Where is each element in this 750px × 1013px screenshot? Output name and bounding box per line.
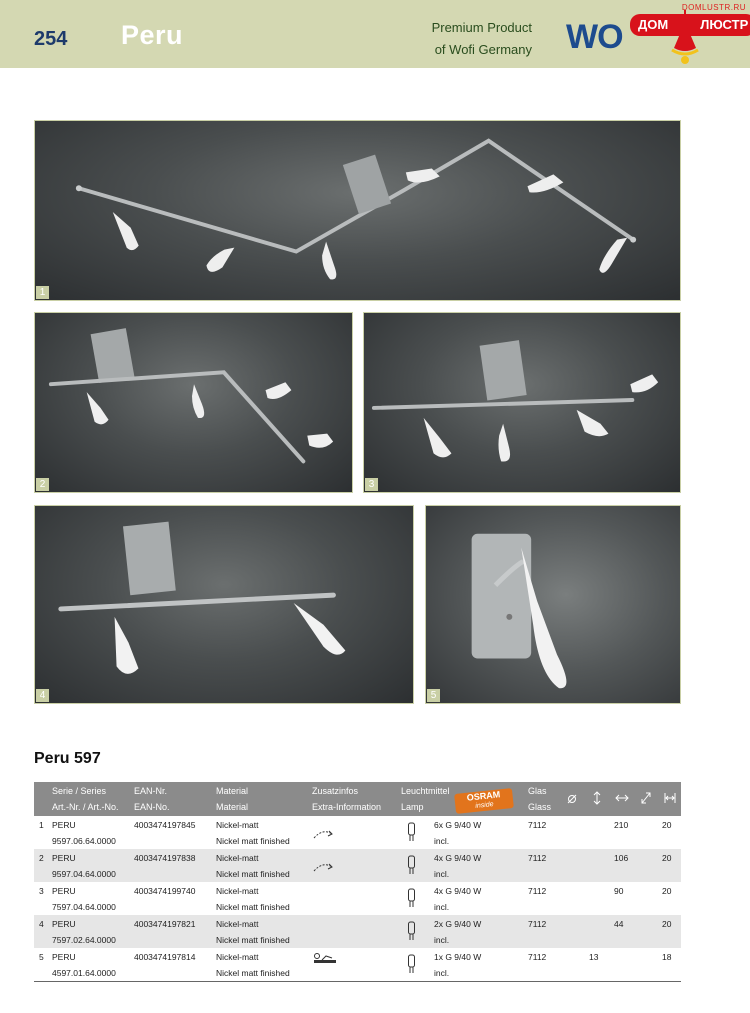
row-series: PERU	[52, 919, 76, 929]
header-glass-en: Glass	[528, 802, 552, 812]
row-series: PERU	[52, 952, 76, 962]
row-material-en: Nickel matt finished	[216, 836, 290, 846]
row-art-no: 4597.01.64.0000	[52, 968, 116, 978]
row-ean: 4003474197814	[134, 952, 196, 962]
header-ean: EAN-Nr.	[134, 786, 168, 796]
row-ean: 4003474197821	[134, 919, 196, 929]
series-title: Peru	[121, 20, 184, 50]
row-glass: 7112	[528, 919, 547, 929]
row-glass: 7112	[528, 886, 547, 896]
row-lamp-incl: incl.	[434, 869, 450, 879]
row-material-en: Nickel matt finished	[216, 902, 290, 912]
row-art-no: 9597.06.64.0000	[52, 836, 116, 846]
table-bottom-rule	[34, 981, 681, 982]
spec-table	[34, 782, 681, 982]
table-row	[34, 816, 681, 849]
table-row	[34, 849, 681, 882]
row-lamp-incl: incl.	[434, 836, 450, 846]
row-number: 5	[39, 952, 44, 962]
g9-lamp-icon	[407, 954, 416, 974]
watermark-site: DOMLUSTR.RU	[681, 3, 746, 12]
row-lamp-incl: incl.	[434, 968, 450, 978]
osram-badge	[454, 788, 514, 814]
logo-area	[564, 3, 750, 68]
width-icon	[615, 791, 629, 805]
header-material: Material	[216, 786, 249, 796]
chandelier-icon	[670, 10, 700, 66]
premium-line-2: of Wofi Germany	[434, 42, 532, 57]
header-series: Serie / Series	[52, 786, 107, 796]
row-lamp: 4x G 9/40 W	[434, 886, 482, 896]
height-icon	[591, 791, 603, 805]
four-light-bar-fixture-illustration	[364, 313, 680, 492]
photo-number-1: 1	[36, 286, 49, 299]
photo-panel-5	[425, 505, 681, 704]
row-lamp: 2x G 9/40 W	[434, 919, 482, 929]
photo-number-5: 5	[427, 689, 440, 702]
reach-icon	[640, 791, 652, 805]
table-header	[34, 782, 681, 816]
four-light-fixture-illustration	[35, 313, 352, 492]
table-row	[34, 915, 681, 948]
row-lamp-incl: incl.	[434, 935, 450, 945]
watermark-logo	[624, 3, 750, 70]
watermark-word-2: ЛЮСТР	[700, 17, 749, 32]
row-art-no: 7597.02.64.0000	[52, 935, 116, 945]
row-material-en: Nickel matt finished	[216, 935, 290, 945]
photo-panel-4	[34, 505, 414, 704]
six-light-fixture-illustration	[35, 121, 680, 300]
page-number: 254	[34, 28, 68, 50]
premium-line-1: Premium Product	[431, 20, 532, 35]
row-art-no: 9597.04.64.0000	[52, 869, 116, 879]
row-width: 210	[614, 820, 629, 830]
depth-icon	[664, 791, 676, 805]
header-ean-no: EAN-No.	[134, 802, 170, 812]
row-ean: 4003474197838	[134, 853, 196, 863]
row-depth: 20	[662, 919, 672, 929]
diameter-icon	[566, 791, 578, 805]
table-row	[34, 948, 681, 981]
row-depth: 20	[662, 853, 672, 863]
row-lamp: 1x G 9/40 W	[434, 952, 482, 962]
row-lamp: 4x G 9/40 W	[434, 853, 482, 863]
g9-lamp-icon	[407, 855, 416, 875]
row-depth: 20	[662, 886, 672, 896]
row-material: Nickel-matt	[216, 820, 259, 830]
row-glass: 7112	[528, 952, 547, 962]
g9-lamp-icon	[407, 888, 416, 908]
row-material: Nickel-matt	[216, 886, 259, 896]
header-extra: Zusatzinfos	[312, 786, 359, 796]
header-lamp: Leuchtmittel	[401, 786, 450, 796]
row-number: 1	[39, 820, 44, 830]
row-series: PERU	[52, 820, 76, 830]
row-material: Nickel-matt	[216, 853, 259, 863]
photo-number-2: 2	[36, 478, 49, 491]
row-height: 13	[589, 952, 599, 962]
row-series: PERU	[52, 853, 76, 863]
row-depth: 18	[662, 952, 672, 962]
wall-light-fixture-illustration	[426, 506, 680, 703]
header-lamp-en: Lamp	[401, 802, 424, 812]
row-ean: 4003474199740	[134, 886, 196, 896]
table-row	[34, 882, 681, 915]
row-material: Nickel-matt	[216, 952, 259, 962]
header-material-en: Material	[216, 802, 249, 812]
row-number: 2	[39, 853, 44, 863]
osram-label: OSRAM	[466, 789, 501, 803]
row-glass: 7112	[528, 853, 547, 863]
row-art-no: 7597.04.64.0000	[52, 902, 116, 912]
brand-logo: WO	[566, 18, 623, 56]
g9-lamp-icon	[407, 921, 416, 941]
row-glass: 7112	[528, 820, 547, 830]
header-glass: Glas	[528, 786, 547, 796]
row-depth: 20	[662, 820, 672, 830]
switch-icon	[312, 952, 338, 964]
header-extra-en: Extra-Information	[312, 802, 382, 812]
row-width: 106	[614, 853, 629, 863]
osram-inside-label: inside	[474, 801, 494, 810]
row-width: 90	[614, 886, 624, 896]
header-band	[0, 0, 750, 68]
header-art-no: Art.-Nr. / Art.-No.	[52, 802, 119, 812]
row-material: Nickel-matt	[216, 919, 259, 929]
g9-lamp-icon	[407, 822, 416, 842]
row-material-en: Nickel matt finished	[216, 869, 290, 879]
two-light-fixture-illustration	[35, 506, 413, 703]
premium-tagline	[432, 17, 532, 61]
product-heading: Peru 597	[34, 750, 101, 767]
photo-panel-2	[34, 312, 353, 493]
swivel-icon	[312, 828, 334, 840]
row-lamp: 6x G 9/40 W	[434, 820, 482, 830]
watermark-word-1: ДОМ	[638, 17, 669, 32]
row-ean: 4003474197845	[134, 820, 196, 830]
row-lamp-incl: incl.	[434, 902, 450, 912]
photo-panel-1	[34, 120, 681, 301]
swivel-icon	[312, 861, 334, 873]
row-width: 44	[614, 919, 624, 929]
photo-number-4: 4	[36, 689, 49, 702]
photo-number-3: 3	[365, 478, 378, 491]
row-number: 3	[39, 886, 44, 896]
row-number: 4	[39, 919, 44, 929]
row-series: PERU	[52, 886, 76, 896]
photo-panel-3	[363, 312, 681, 493]
row-material-en: Nickel matt finished	[216, 968, 290, 978]
